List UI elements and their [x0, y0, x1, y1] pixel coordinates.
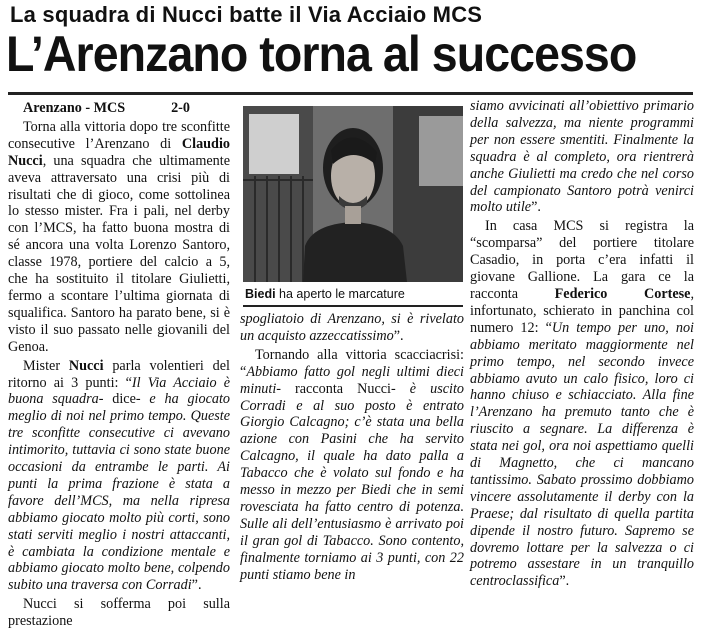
- player-photo-image: [243, 106, 463, 282]
- text-run: Abbiamo fatto gol negli ultimi dieci minuti: [240, 363, 464, 397]
- text-run: Un tempo per uno, noi abbiamo meritato maggiormente nel primo tempo, nel secondo invece abbiamo avuto un calo fisico, loro ci hanno chiuso e schiacciato. Alla fine l’Arenzano ha premuto tanto che è riuscito a segnare. La differenza è stata nei gol, ora noi aspettiamo quelli di Magnetto, che ci mancano tantissimo. Sabato prossimo dobbiamo vincere assolutamente il derby con la Praese; dal risultato di quella partita dipende il nostro futuro. Sapremo se dovremo lottare per la salvezza o ci potremo assestare in un tranquillo centroclassifica: [470, 319, 695, 590]
- text-run: - dice-: [98, 391, 150, 408]
- caption-name: Biedi: [245, 287, 276, 301]
- article-kicker: La squadra di Nucci batte il Via Acciaio MCS: [10, 2, 483, 27]
- text-run: siamo avvicinati all’obiettivo primario della salvezza, ma niente programmi per non essere smentiti. Finalmente la squadra è al completo, ora rientrerà anche Giulietti ma credo che nel corso del campionato Santoro potrà venirci molto utile: [470, 98, 694, 216]
- column-1: [8, 100, 231, 630]
- text-run: In casa MCS si registra la “scomparsa” del portiere titolare Casadio, in porta c’era infatti il giovane Gallione. La gara ce la racconta: [470, 218, 694, 302]
- text-run: parla volentieri del ritorno ai 3 punti: “: [8, 357, 230, 391]
- text-run: ”.: [559, 573, 570, 590]
- text-run: ”.: [531, 199, 541, 216]
- col3-paragraph-1: [470, 98, 694, 216]
- text-run: Claudio Nucci: [8, 135, 230, 169]
- text-run: Tornando alla vittoria scacciacrisi: “: [240, 346, 464, 380]
- col2-paragraph-1: [240, 311, 464, 345]
- text-run: Nucci: [68, 357, 104, 374]
- text-run: ”.: [393, 327, 404, 344]
- match-score: [8, 100, 230, 117]
- text-run: Torna alla vittoria dopo tre sconfitte consecutive l’Arenzano di: [8, 118, 230, 152]
- score-teams: Arenzano - MCS: [23, 100, 126, 116]
- caption-text: ha aperto le marcature: [279, 287, 405, 301]
- text-run: - racconta Nucci-: [276, 380, 410, 397]
- photo-caption: [245, 287, 465, 301]
- text-run: Mister: [23, 357, 69, 374]
- caption-rule: [243, 305, 463, 307]
- text-run: è uscito Corradi e al suo posto è entrato Giorgio Calcagno; c’è stata una bella azione con Pasini che ha servito Calcagno, il quale ha dato palla a Tabacco che è volato sul fondo e ha messo in mezzo per Biedi che in semi rovesciata ha fatto centro di potenza. Sulle ali dell’entusiasmo è arrivato poi il gran gol di Tabacco. Sono contento, finalmente torniamo ai 3 punti, con 22 punti stiamo bene in: [240, 380, 464, 583]
- column-2: [240, 311, 464, 583]
- text-run: ”.: [191, 577, 202, 594]
- col2-paragraph-2: [240, 347, 464, 584]
- text-run: Nucci si sofferma poi sulla prestazione: [8, 596, 230, 630]
- col1-paragraph-3: [8, 596, 230, 630]
- text-run: , infortunato, schierato in panchina col numero 12: “: [470, 285, 694, 336]
- col3-paragraph-2: [470, 218, 694, 590]
- player-photo: [243, 106, 463, 282]
- text-run: e ha giocato meglio di noi nel primo tempo. Queste tre sconfitte consecutive ci avevano intimorito, tuttavia ci sono state buone occasioni da entrambe le parti. Ai punti la prima frazione è stata a favore dell’MCS, ma nella ripresa abbiamo giocato molto più corti, sono stati serviti meglio i nostri attaccanti, è cambiata la condizione mentale e abbiamo giocato molto bene, colpendo subito una traversa con Corradi: [8, 391, 230, 594]
- score-result: 2-0: [171, 100, 190, 116]
- text-run: Federico Cortese: [554, 285, 691, 302]
- col1-paragraph-2: [8, 358, 230, 595]
- col1-paragraph-1: [8, 119, 230, 356]
- text-run: Il Via Acciaio è buona squadra: [8, 374, 231, 408]
- text-run: spogliatoio di Arenzano, si è rivelato un acquisto azzeccatissimo: [240, 311, 464, 344]
- headline-rule: [8, 92, 693, 95]
- text-run: , una squadra che ultimamente aveva attraversato una crisi più di risultati che di gioco, come sottolinea lo stesso mister. Fra i pali, nel derby con l’MCS, ha fatto buona mostra di sé ancora una volta Lorenzo Santoro, classe 1978, portiere del calcio a 5, che ha sostituito il titolare Giulietti, fermo a scontare l’ultima giornata di squalifica. Santoro ha parato bene, si è visto il suo passato nelle giovanili del Genoa.: [8, 152, 230, 355]
- article-headline: L’Arenzano torna al successo: [6, 26, 637, 82]
- column-3: [470, 98, 695, 590]
